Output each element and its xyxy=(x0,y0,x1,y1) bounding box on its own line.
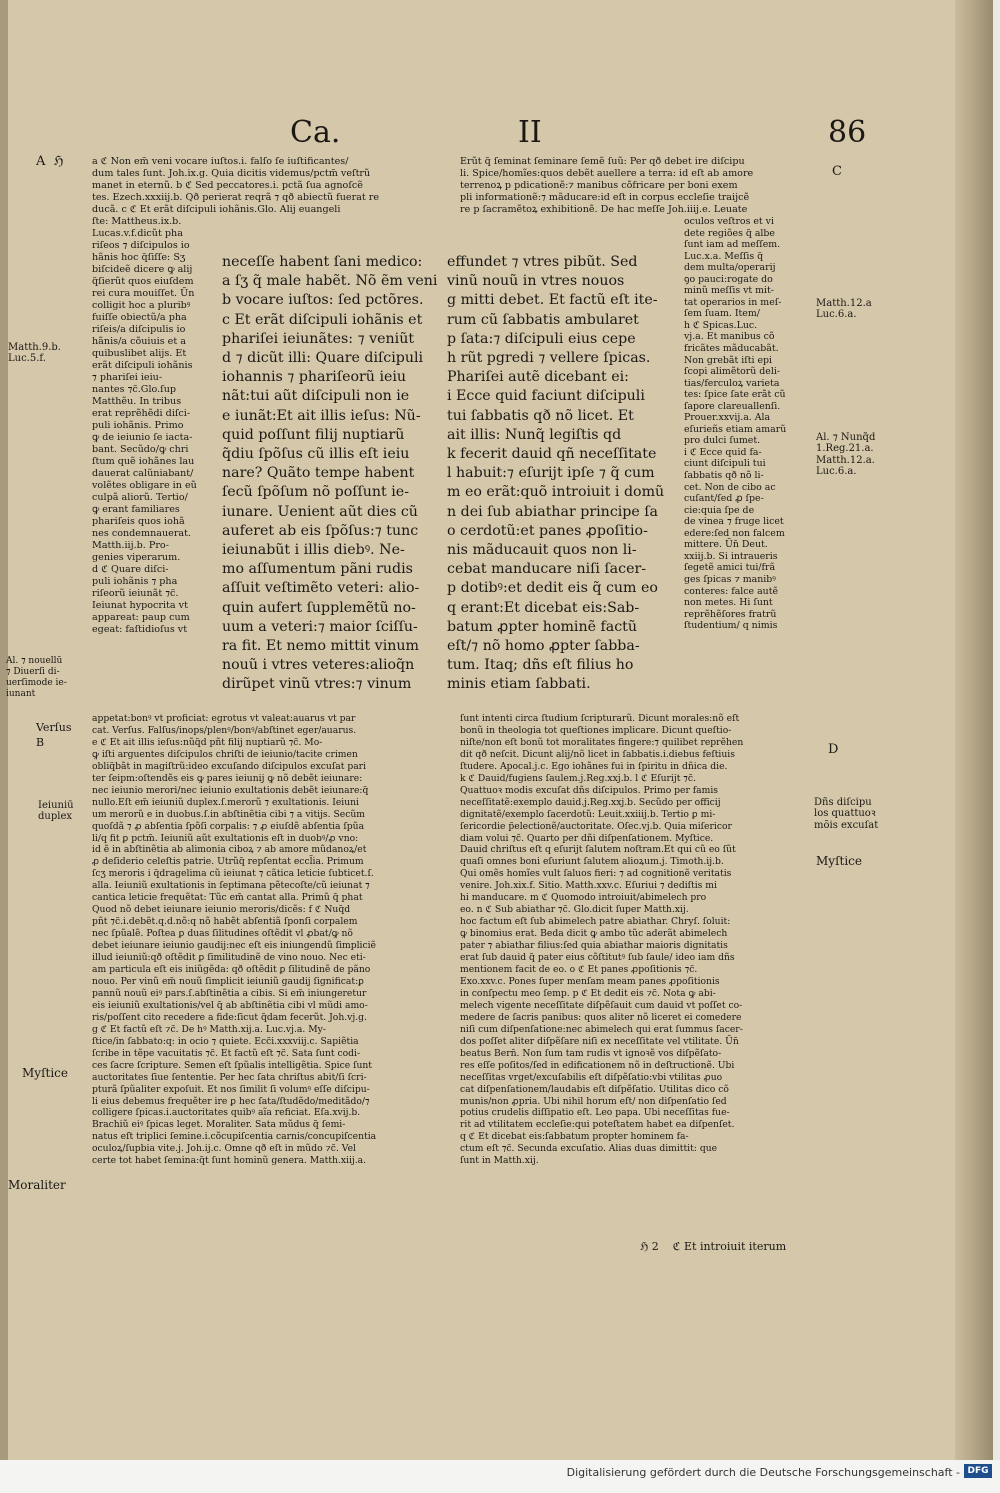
margin-moraliter: Moraliter xyxy=(8,1178,66,1192)
gloss-lower-left: appetat:bonꝰ vt proficiat: egrotus vt valeat:auarus vt par cat. Verſus. Falſus/inops/plenꝰ/bonꝰ/abſtinet eger/auarus. e ℭ Et ait illis ieſus:nũq̃d pñt filij nuptiarũ ⁊c̃. Mo- ꝙ iſti arguentes diſcipulos chriſti de ieiunio/tacite crimen obliq̃bãt in magiſtrũ:ideo excuſando diſcipulos excuſat pari ter ſeipm:oſtendẽs eis ꝙ pares ieiunij ꝙ nõ debẽt ieiunare: nec ieiunio merori/nec ieiunio exultationis debẽt ieiunare:q̃ nullo.Eſt em̃ ieiuniũ duplex.ſ.merorũ ⁊ exultationis. Ieiuni um merorũ e in duobus.ſ.in abſtinẽtia cibi ⁊ a vitijs. Secũm quoſdã ⁊ ꝓ abſentia ſpõſi corpalis: ⁊ ꝓ eiuſdẽ abſentia ſpũa li/q fit ꝑ pctm̃. Ieiuniũ aũt exultationis eſt in duobꝰ/ꝓ vno: id ẽ in abſtinẽtia ab alimonia ciboꝝ ⁊ ab amore mũdanoꝝ/et ꝓ deſiderio celeſtis patrie. Utrũq̃ repſentat eccl̃ia. Primum ſcʒ meroris i q̃dragelima cũ ieiunat ⁊ cãtica leticie ſubticet.ſ. alla. Ieiuniũ exultationis in ſeptimana pẽtecoſte/cũ ieiunat ⁊ cantica leticie frequẽtat: Tũc em̃ cantat alla. Primũ q̃ phat Quod nõ debet ieiunare ieiunio meroris/dicẽs: f ℭ Nuq̃d pñt ⁊c̃.i.debẽt.q.d.nõ:q nõ habẽt abſentiã ſponſi corpalem nec ſpũalẽ. Poſtea ꝑ duas ſilitudines oſtẽdit vl ꝓbat/ꝙ nõ debet ieiunare ieiunio gaudij:nec eſt eis iniungendũ ſimpliciẽ illud ieiuniũ:qð oſtẽdit ꝑ ſimilitudinẽ de vino nouo. Nec eti- am particula eſt eis iniũgẽda: qð oſtẽdit ꝑ ſilitudinẽ de pãno nouo. Per vinũ em̃ nouũ ſimplicit ieiuniũ gaudij ſignificat:ꝑ pannũ nouũ eiꝰ pars.ſ.abſtinẽtia a cibis. Si em̃ iniungeretur eis ieiuniũ exultationis/vel q̃ ab abſtinẽtia cibi vl mũdi amo- ris/poſſent cito recedere a fide:ſicut q̃dam fecerũt. Joh.vj.g. g ℭ Et factũ eſt ⁊c̃. De hꝰ Matth.xij.a. Luc.vj.a. My- ſtice/in ſabbato:q: in ocio ⁊ quiete. Ecc̃i.xxxviij.c. Sapiẽtia ſcribe in tẽpe vacuitatis ⁊c̃. Et factũ eſt ⁊c̃. Sata ſunt codi- ces ſacre ſcripture. Semen eſt ſpũalis intelligẽtia. Spice ſunt auctoritates ſiue ſententie. Per hec ſata chriſtus abit/ſi ſcri- pturã ſpũaliter expoſuit. Et nos ſimilit ſi volumꝰ eſſe diſcipu- li eius debemus frequẽter ire ꝑ hec ſata/ſtudẽdo/meditãdo/⁊ colligere ſpicas.i.auctoritates quibꝰ aĩa reficiat. Eſa.xvij.b. Brachiũ eiꝰ ſpicas leget. Moraliter. Sata mũdus q̃ ſemi- natus eſt triplici ſemine.i.cõcupiſcentia carnis/concupiſcentia oculoꝝ/ſupbia vite.j. Joh.ij.c. Omne qð eſt in mũdo ⁊c̃. Vel certe tot habet ſemina:q̃t ſunt hominũ genera. Matth.xiij.a. xyxy=(92,713,377,1167)
margin-ref-matth-9: Matth.9.b. Luc.5.f. xyxy=(8,342,61,365)
margin-ref-matth-12: Matth.12.a Luc.6.a. xyxy=(816,298,872,321)
margin-letter-d: D xyxy=(828,742,839,757)
margin-ieiunium-duplex: Ieiuniū duplex xyxy=(38,800,74,823)
margin-note-excusat: Dñs diſcipu los quattuoꝛ mõis excuſat xyxy=(814,797,879,831)
margin-versus: Verſus B xyxy=(36,721,72,749)
page-number: 86 xyxy=(828,115,867,150)
gloss-right: oculos veſtros et vi dete regiões q̃ albe ſunt iam ad meſſem. Luc.x.a. Meſſis q̃ dem multa/operarij ꝯo pauci:rogate do minũ meſſis vt mit- tat operarios in meſ- ſem ſuam. Item/ h ℭ Spicas.Luc. vj.a. Et manibus cõ fricãtes mãducabãt. Non grebãt iſti epi ſcopi alimẽtorũ deli- tias/ferculoꝝ varieta tes: ſpice ſate erãt cũ ſapore clareuallenſi. Prouer.xxvij.a. Ala eſurieñs etiam amarũ pro dulci ſumet. i ℭ Ecce quid fa- ciunt diſcipuli tui ſabbatis qð nõ li- cet. Non de cibo ac cuſant/ſed ꝓ ſpe- cie:quia ſpe de de vinea ⁊ fruge licet edere:ſed non falcem mittere. Ũn̄ Deut. xxiij.b. Si intraueris ſegetẽ amici tui/frã ges ſpicas ⁊ manibꝰ conteres: falce autẽ non metes. Hi ſunt reprẽhẽſores fratrũ ſtudentium/ q nimis xyxy=(684,216,787,632)
margin-note-ieiunant: Al. ⁊ nouellū ⁊ Diuerſi di- uerſimode ie- iunant xyxy=(6,656,67,699)
margin-mystice-right: Myſtice xyxy=(816,854,862,868)
main-text-column-2: effundet ⁊ vtres pibũt. Sed vinũ nouũ in vtres nouos g mitti debet. Et factũ eſt ite- rum cũ ſabbatis ambularet p ſata:⁊ diſcipuli eius cepe h rũt pgredi ⁊ vellere ſpicas. Phariſei autẽ dicebant ei: i Ecce quid faciunt diſcipuli tui ſabbatis qð nõ licet. Et ait illis: Nunq̃ legiſtis qd k fecerit dauid qñ neceſſitate l habuit:⁊ eſurijt ipſe ⁊ q̃ cum m eo erãt:quõ introiuit i domũ n dei ſub abiathar principe ſa o cerdotũ:et panes ꝓpoſitio- nis mãducauit quos non li- cebat manducare niſi ſacer- p dotibꝰ:et dedit eis q̃ cum eo q erant:Et dicebat eis:Sab- batum ꝓpter hominẽ factũ eſt/⁊ nõ homo ꝓpter ſabba- tum. Itaq; dñs eſt filius ho minis etiam ſabbati. xyxy=(447,254,665,693)
running-head-left: Ca. xyxy=(290,115,341,150)
running-head-chapter: II xyxy=(518,115,542,150)
margin-mystice-left: Myſtice xyxy=(22,1066,68,1080)
footer-credit: Digitalisierung gefördert durch die Deutsche Forschungsgemeinschaft - xyxy=(566,1466,960,1479)
margin-letter-a: A ℌ xyxy=(36,154,64,169)
margin-letter-c: C xyxy=(832,164,842,179)
gloss-left-top: a ℭ Non em̃ veni vocare iuſtos.i. falſo ſe iuſtificantes/ dum tales ſunt. Joh.ix.g. Quia dicitis videmus/pctm̃ veſtrũ manet in eternũ. b ℭ Sed peccatores.i. pctã ſua agnoſcẽ tes. Ezech.xxxiij.b. Qð perierat reqrã ⁊ qð abiectũ fuerat re ducã. c ℭ Et erãt diſcipuli iohãnis.Glo. Alij euangeli ſte: Mattheus.ix.b. Lucas.v.f.dicũt pha riſeos ⁊ diſcipulos io hãnis hoc q̃ſiſſe: Sʒ biſcideẽ dicere ꝙ alij q̃ſierũt quos eiuſdem rei cura mouiſſet. Ũn colligit hoc a pluribꝰ fuiſſe obiectũ/a pha riſeis/a diſcipulis io hãnis/a cõuiuis et a quibuslibet alijs. Et erãt diſcipuli iohãnis ⁊ phariſei ieiu- nantes ⁊c̃.Glo.ſup Matthẽu. In tribus erat reprẽhẽdi diſci- puli iohãnis. Primo ꝙ de ieiunio ſe iacta- bant. Secũdo/ꝙ chri ſtum quẽ iohãnes lau dauerat calũniabant/ volẽtes obligare in eũ culpã aliorũ. Tertio/ ꝙ erant familiares phariſeis quos iohã nes condemnauerat. Matth.iij.b. Pro- genies viperarum. d ℭ Quare diſci- puli iohãnis ⁊ pha riſeorũ ieiunãt ⁊c̃. Ieiunat hypocrita vt appareat: paup cum egeat: faſtidioſus vt xyxy=(92,156,380,635)
catchword: ℌ 2 ℭ Et introiuit iterum xyxy=(640,1240,787,1253)
gloss-col2-top: Erũt q̃ ſeminat ſeminare ſemẽ ſuũ: Per qð debet ire diſcipu li. Spice/homĩes:quos debẽt auellere a terra: id eſt ab amore terrenoꝝ p pdicationẽ:⁊ manibus cõfricare per boni exem pli informationẽ:⁊ mãducare:id eſt in corpus eccleſie traijcẽ re p ſacramẽtoꝝ exhibitionẽ. De hac meſſe Joh.iiij.e. Leuate xyxy=(460,156,754,215)
page-edge xyxy=(955,0,993,1460)
main-text-column-1: neceſſe habent ſani medico: a ſʒ q̃ male habẽt. Nõ ẽm veni b vocare iuſtos: ſed pctõres. c Et erãt diſcipuli iohãnis et phariſei ieiunãtes: ⁊ veniũt d ⁊ dicũt illi: Quare diſcipuli iohannis ⁊ phariſeorũ ieiu nãt:tui aũt diſcipuli non ie e iunãt:Et ait illis ieſus: Nũ- quid poſſunt filij nuptiarũ q̃diu ſpõſus cũ illis eſt ieiu nare? Quãto tempe habent ſecũ ſpõſum nõ poſſunt ie- iunare. Uenient aũt dies cũ auferet ab eis ſpõſus:⁊ tunc ieiunabũt i illis diebꝰ. Ne- mo aſſumentum pãni rudis aſſuit veſtimẽto veteri: alio- quin aufert ſupplemẽtũ no- uum a veteri:⁊ maior ſciſſu- ra fit. Et nemo mittit vinum nouũ i vtres veteres:alioq̃n dirũpet vinũ vtres:⁊ vinum xyxy=(222,254,438,693)
binding-shadow xyxy=(0,0,8,1460)
margin-ref-reg-21: Al. ⁊ Nunq̃d 1.Reg.21.a. Matth.12.a. Luc.6.a. xyxy=(816,432,876,478)
dfg-logo: DFG xyxy=(964,1464,992,1478)
gloss-lower-right: ſunt intenti circa ſtudium ſcripturarũ. Dicunt morales:nõ eſt bonũ in theologia tot queſtiones implicare. Dicunt queſtio- niſte/non eſt bonũ tot moralitates fingere:⁊ quilibet reprẽhen dit qð neſcit. Dicunt alij/nõ licet in ſabbatis.i.diebus feſtiuis ſtudere. Apocal.j.c. Ego iohãnes fui in ſpiritu in dñica die. k ℭ Dauid/fugiens ſaulem.j.Reg.xxj.b. l ℭ Eſurijt ⁊c̃. Quattuoꝛ modis excuſat dñs diſcipulos. Primo per famis neceſſitatẽ:exemplo dauid.j.Reg.xxj.b. Secũdo per officij dignitatẽ/exemplo ſacerdotũ: Leuit.xxiiij.b. Tertio ꝑ mi- ſericordie p̃electionẽ/auctoritate. Oſec.vj.b. Quia miſericor diam volui ⁊c̃. Quarto per dñi diſpenſationem. Myſtice. Dauid chriſtus eſt q eſurijt ſalutem noſtram.Et qui cũ eo ſũt quaſi omnes boni eſuriunt ſalutem alioꝝum.j. Timoth.ij.b. Qui omẽs homĩes vult ſaluos fieri: ⁊ ad cognitionẽ veritatis venire. Joh.xix.f. Sitio. Matth.xxv.c. Eſuriui ⁊ dediſtis mi hi manducare. m ℭ Quomodo introiuit/abimelech pro eo. n ℭ Sub abiathar ⁊c̃. Glo.dicit ſuper Matth.xij. hoc factum eſt ſub abimelech patre abiathar. Chryſ. ſoluit: ꝙ binomius erat. Beda dicit ꝙ ambo tũc aderãt abimelech pater ⁊ abiathar filius:ſed quia abiathar maioris dignitatis erat ſub dauid q̃ pater eius cõſtitutꝰ ſub ſaule/ ideo iam dñs mentionem facit de eo. o ℭ Et panes ꝓpoſitionis ⁊c̃. Exo.xxv.c. Pones ſuper menſam meam panes ꝓpoſitionis in conſpectu meo ſemp. p ℭ Et dedit eis ⁊c̃. Nota ꝙ abi- melech vigente neceſſitate diſpẽſauit cum dauid vt poſſet co- medere de ſacris panibus: quos aliter nõ liceret ei comedere niſi cum diſpenſatione:nec abimelech qui erat ſummus ſacer- dos poſſet aliter diſpẽſare niſi ex neceſſitate vel vtilitate. Ũn̄ beatus Bern̄. Non ſum tam rudis vt ignoꝛẽ vos diſpẽſato- res eſſe poſitos/ſed in edificationem nõ in deſtructionẽ. Ubi neceſſitas vrget/excuſabilis eſt diſpẽſatio:vbi vtilitas ꝓuo cat diſpenſationem/laudabis eſt diſpẽſatio. Utilitas dico cõ munis/non ꝓpria. Ubi nihil horum eſt/ non diſpenſatio ſed potius crudelis diſſipatio eſt. Leo papa. Ubi neceſſitas fue- rit ad vtilitatem eccleſie:qui poteſtatem habet ea diſpenſet. q ℭ Et dicebat eis:ſabbatum propter hominem fa- ctum eſt ⁊c̃. Secunda excuſatio. Alias duas dimittit: que ſunt in Matth.xij. xyxy=(460,713,744,1167)
